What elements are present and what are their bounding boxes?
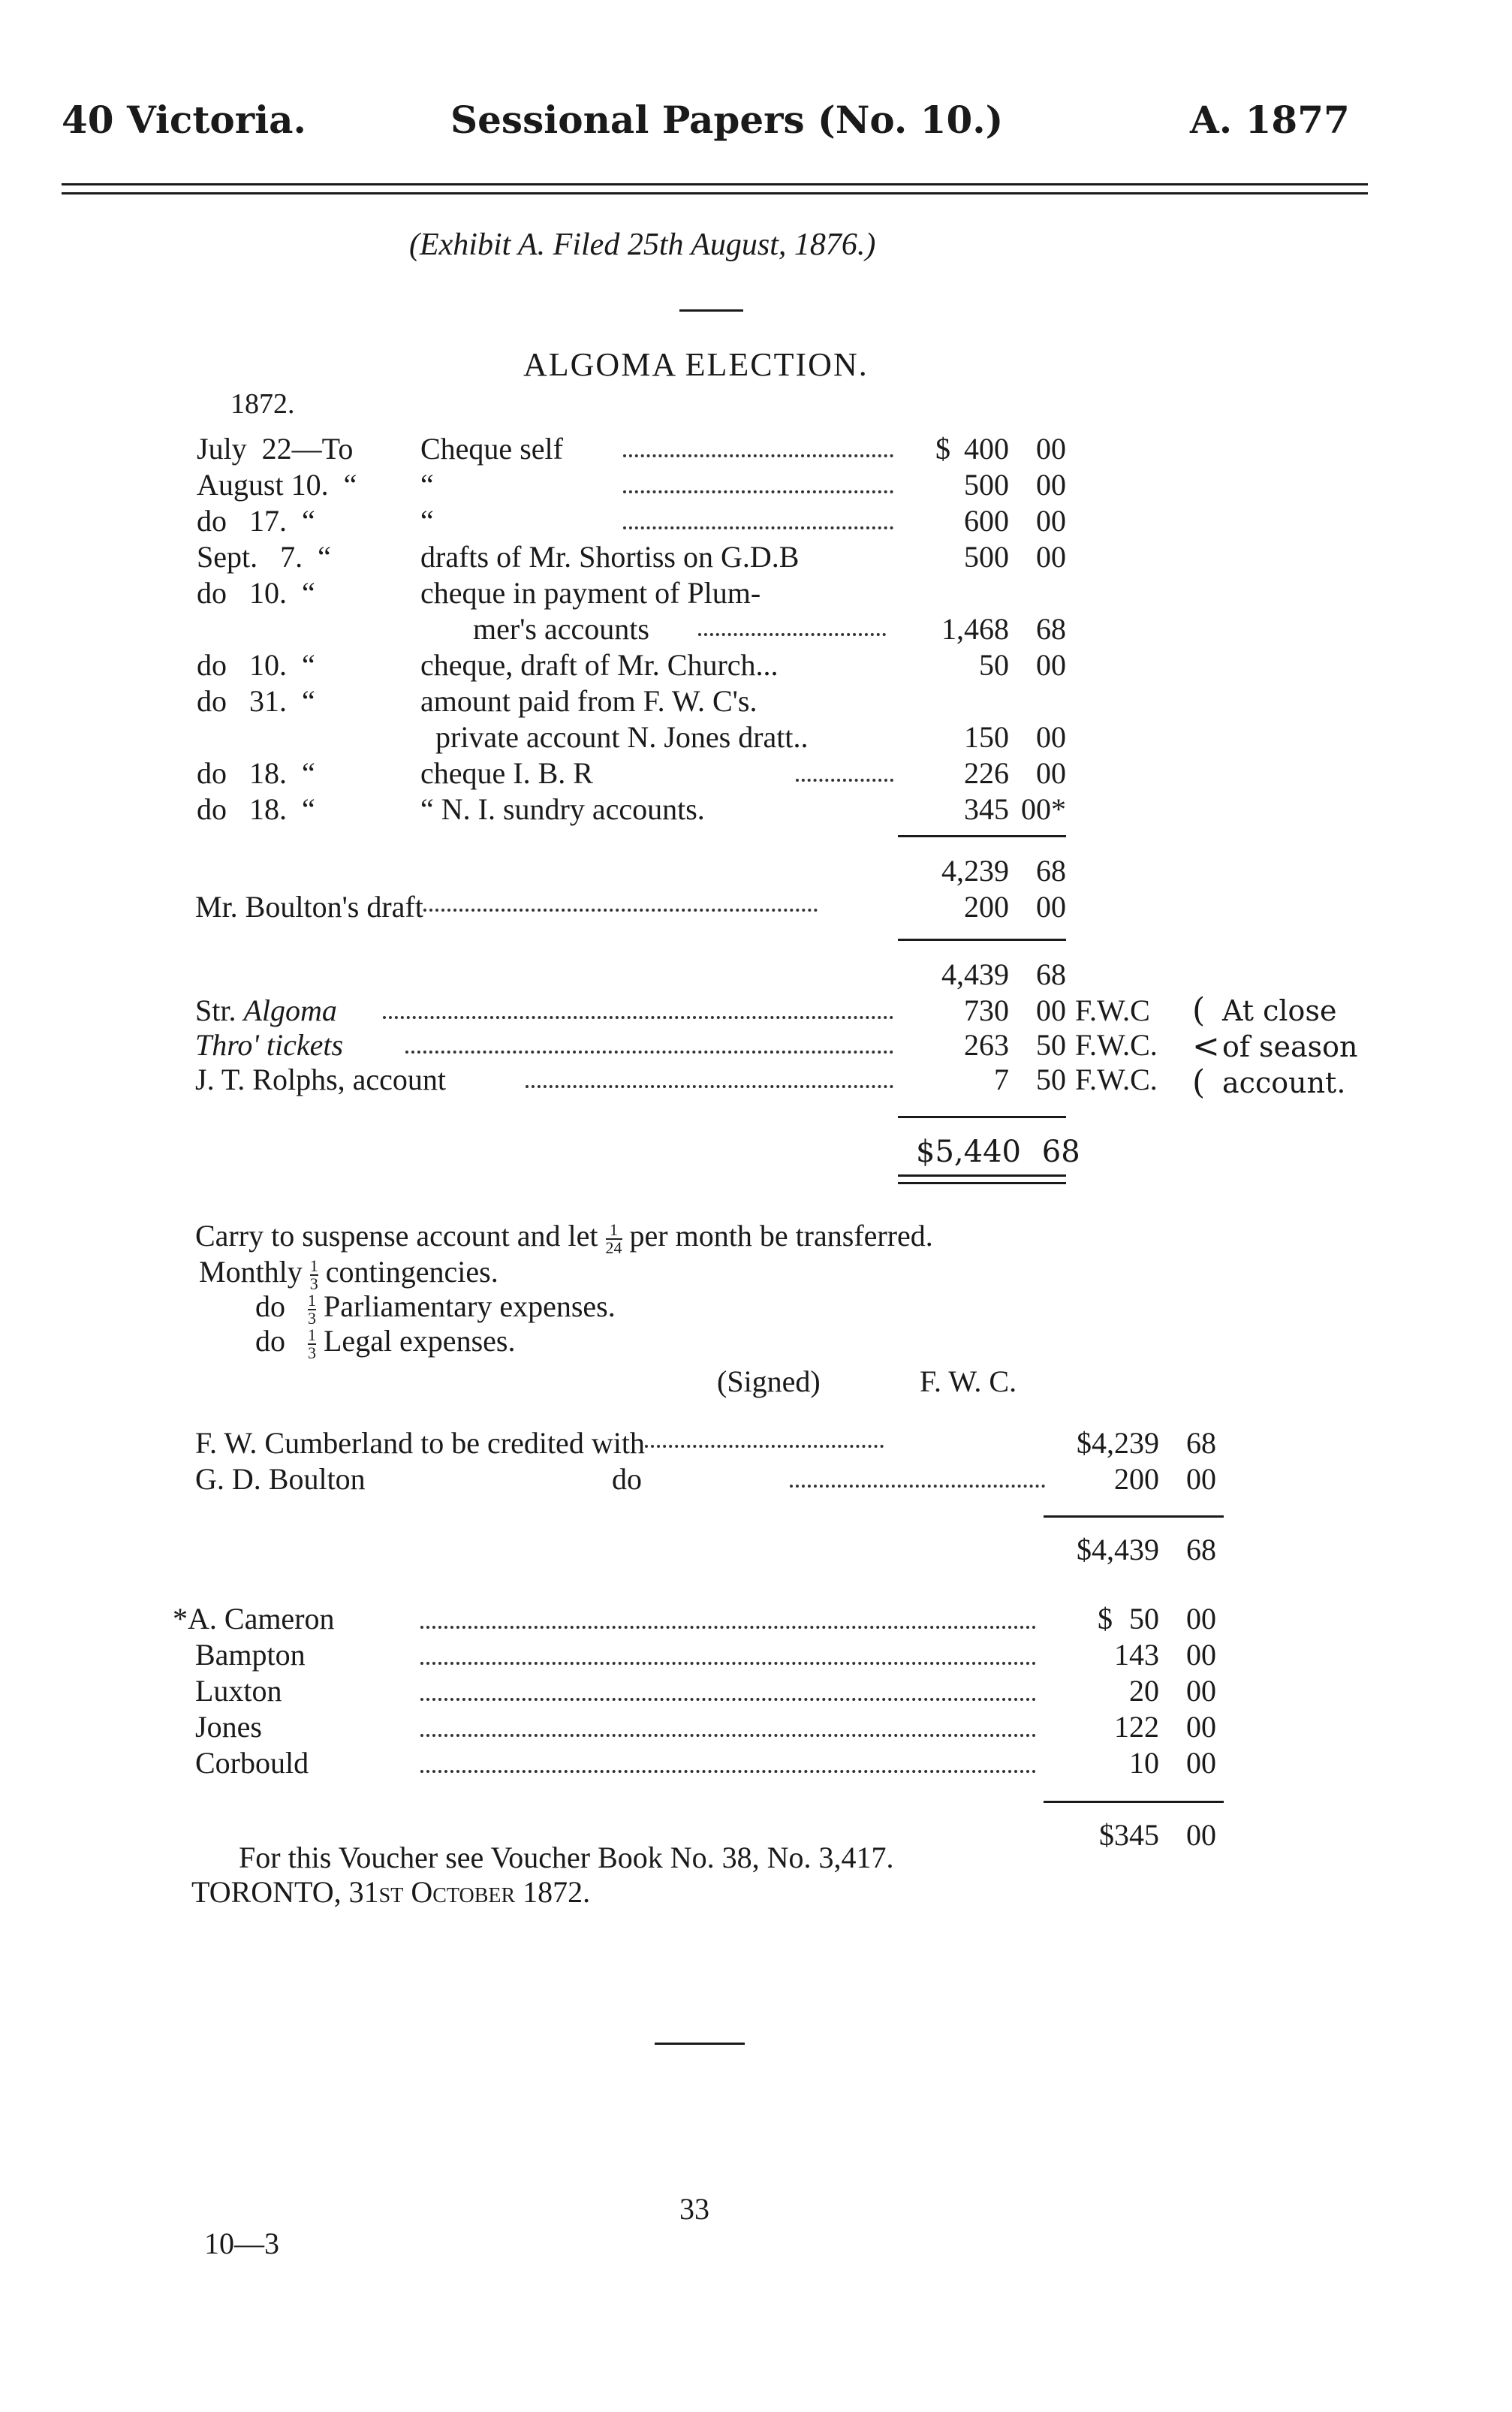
sundry-name: Luxton xyxy=(195,1674,282,1708)
sundry-rule xyxy=(1044,1801,1224,1803)
season-item-label xyxy=(195,1027,343,1063)
entry-amount xyxy=(916,431,1066,467)
signed-label: (Signed) xyxy=(717,1364,821,1398)
leader-dots xyxy=(526,1080,893,1093)
boulton-amount: 200 00 xyxy=(964,890,1066,924)
season-item-amount xyxy=(916,993,1066,1029)
sundry-name: Jones xyxy=(195,1710,262,1744)
entry-date: do 18. “ xyxy=(197,756,315,790)
credit-amount-2: 200 00 xyxy=(1114,1462,1216,1496)
entry-description: cheque, draft of Mr. Church... xyxy=(420,648,779,682)
sundry-cents: 00 xyxy=(1186,1710,1216,1744)
boulton-line: Mr. Boulton's draft xyxy=(195,889,818,925)
season-item-note: F.W.C. xyxy=(1075,1063,1158,1096)
entry-cents: 00 xyxy=(1036,756,1066,790)
signer: F. W. C. xyxy=(920,1364,1017,1398)
season-item-italic: Algoma xyxy=(243,993,337,1027)
entry-cents: 00* xyxy=(1021,792,1066,826)
leader-dots xyxy=(420,1657,1036,1670)
season-dollars: 730 xyxy=(964,993,1009,1027)
brace-glyph: ( < ( xyxy=(1192,991,1220,1102)
entry-date: Sept. 7. “ xyxy=(197,540,331,574)
entry-description: cheque in payment of Plum- xyxy=(420,576,761,610)
grand-total-amount: $5,440 68 xyxy=(916,1135,1080,1169)
entry-description-cont: mer's accounts xyxy=(473,612,649,646)
season-item-label xyxy=(195,993,337,1029)
entry-amount xyxy=(916,791,1066,828)
entry-dollars: 500 xyxy=(964,468,1009,502)
instruction-line-2: Monthly $\frac{1}{3}$ contingencies. xyxy=(199,1255,498,1293)
footer-divider xyxy=(655,2043,745,2045)
subtotal1-rule xyxy=(898,835,1066,837)
header-right: A. 1877 xyxy=(1190,98,1350,142)
dollar-sign: $ xyxy=(1098,1602,1113,1636)
divider-short xyxy=(679,309,743,312)
season-item-note: F.W.C. xyxy=(1075,1028,1158,1062)
entry-cents: 00 xyxy=(1036,648,1066,682)
leader-dots xyxy=(623,521,893,535)
season-dollars: 263 xyxy=(964,1028,1009,1062)
subtotal2-amount: 4,439 68 xyxy=(941,957,1066,991)
entry-description: “ xyxy=(420,468,434,502)
sundry-amount xyxy=(1066,1673,1216,1709)
subtotal1-amount: 4,239 68 xyxy=(941,854,1066,888)
sundry-name: Bampton xyxy=(195,1638,306,1672)
entry-date: August 10. “ xyxy=(197,468,357,502)
credit-row-2-dots xyxy=(790,1479,1045,1493)
leader-dots xyxy=(698,628,886,641)
sundry-dollars: 143 xyxy=(1114,1638,1159,1672)
credit-amount-1: $4,239 68 xyxy=(1077,1426,1216,1460)
leader-dots xyxy=(405,1045,893,1059)
entry-dollars: 400 xyxy=(964,432,1009,466)
exhibit-line: (Exhibit A. Filed 25th August, 1876.) xyxy=(409,228,876,262)
season-item-amount xyxy=(916,1027,1066,1063)
footer-left: 10—3 xyxy=(204,2227,279,2260)
entry-dollars: 1,468 xyxy=(941,612,1009,646)
sundry-amount xyxy=(1066,1745,1216,1781)
leader-dots xyxy=(420,1621,1036,1634)
season-item-note: F.W.C xyxy=(1075,993,1150,1027)
sundry-dollars: 122 xyxy=(1114,1710,1159,1744)
leader-dots xyxy=(383,1011,893,1024)
entry-dollars: 600 xyxy=(964,504,1009,538)
entry-amount xyxy=(916,503,1066,539)
entry-description: “ N. I. sundry accounts. xyxy=(420,792,705,826)
credit-row-1: F. W. Cumberland to be credited with xyxy=(195,1425,884,1461)
entry-cents: 00 xyxy=(1036,468,1066,502)
leader-dots xyxy=(623,485,893,499)
entry-cents: 00 xyxy=(1036,432,1066,466)
sundry-total: $345 00 xyxy=(1099,1818,1216,1852)
credits-total: $4,439 68 xyxy=(1077,1533,1216,1566)
sundry-dollars: 20 xyxy=(1129,1674,1159,1708)
sundry-amount xyxy=(1066,1601,1216,1637)
season-cents: 50 xyxy=(1036,1063,1066,1096)
season-item-label xyxy=(195,1062,446,1098)
season-item-text: Str. xyxy=(195,993,244,1027)
sundry-cents: 00 xyxy=(1186,1638,1216,1672)
leader-dots xyxy=(420,1693,1036,1706)
instruction-line-3: do $\frac{1}{3}$ Parliamentary expenses. xyxy=(255,1289,616,1328)
entry-dollars: 500 xyxy=(964,540,1009,574)
season-item-amount xyxy=(916,1062,1066,1098)
entry-description: amount paid from F. W. C's. xyxy=(420,684,758,718)
header-rule-bottom xyxy=(62,192,1368,194)
credit-row-2-do: do xyxy=(612,1462,642,1496)
season-cents: 00 xyxy=(1036,993,1066,1027)
entry-amount xyxy=(916,647,1066,683)
leader-dots xyxy=(420,1729,1036,1742)
entry-dollars: 226 xyxy=(964,756,1009,790)
entry-date: do 31. “ xyxy=(197,684,315,718)
header-rule-top xyxy=(62,183,1368,185)
entry-cents: 00 xyxy=(1036,504,1066,538)
entry-date: July 22—To xyxy=(197,432,354,466)
credits-rule xyxy=(1044,1515,1224,1518)
grand-total-rule xyxy=(898,1116,1066,1118)
instruction-line-4: do $\frac{1}{3}$ Legal expenses. xyxy=(255,1324,516,1362)
grand-total-double-rule-1 xyxy=(898,1174,1066,1177)
season-note: At close of season account. xyxy=(1222,994,1358,1099)
year-label: 1872. xyxy=(230,388,295,420)
dollar-sign: $ xyxy=(935,432,950,466)
entry-amount xyxy=(916,539,1066,575)
sundry-cents: 00 xyxy=(1186,1746,1216,1780)
entry-description: Cheque self xyxy=(420,432,563,466)
sundry-amount xyxy=(1066,1637,1216,1673)
sundry-name: Corbould xyxy=(195,1746,309,1780)
entry-amount xyxy=(916,467,1066,503)
entry-description: drafts of Mr. Shortiss on G.D.B xyxy=(420,540,800,574)
subtotal2-rule xyxy=(898,939,1066,941)
entry-dollars: 150 xyxy=(964,720,1009,754)
entry-date: do 17. “ xyxy=(197,504,315,538)
entry-description-cont: private account N. Jones dratt.. xyxy=(435,720,809,754)
sundry-cents: 00 xyxy=(1186,1602,1216,1636)
toronto-line: TORONTO, 31st October 1872. xyxy=(191,1875,591,1909)
document-title: ALGOMA ELECTION. xyxy=(523,346,869,383)
entry-cents: 00 xyxy=(1036,540,1066,574)
entry-description: cheque I. B. R xyxy=(420,756,593,790)
entry-cents: 68 xyxy=(1036,612,1066,646)
entry-date: do 10. “ xyxy=(197,576,315,610)
entry-dollars: 345 xyxy=(964,792,1009,826)
voucher-line: For this Voucher see Voucher Book No. 38, No. 3,417. xyxy=(239,1841,894,1874)
grand-total-double-rule-2 xyxy=(898,1182,1066,1184)
instruction-line-1: Carry to suspense account and let $\frac{1}{24}$ per month be transferred. xyxy=(195,1219,933,1257)
season-cents: 50 xyxy=(1036,1028,1066,1062)
leader-dots xyxy=(420,1765,1036,1778)
sundry-dollars: 10 xyxy=(1129,1746,1159,1780)
leader-dots xyxy=(796,773,893,787)
sundry-amount xyxy=(1066,1709,1216,1745)
header-left: 40 Victoria. xyxy=(62,98,306,142)
sundry-cents: 00 xyxy=(1186,1674,1216,1708)
entry-date: do 10. “ xyxy=(197,648,315,682)
season-item-italic: Thro' tickets xyxy=(195,1028,344,1062)
entry-amount xyxy=(916,611,1066,647)
sundry-name: *A. Cameron xyxy=(173,1602,335,1636)
entry-description: “ xyxy=(420,504,434,538)
header-center: Sessional Papers (No. 10.) xyxy=(450,98,1004,142)
entry-cents: 00 xyxy=(1036,720,1066,754)
entry-amount xyxy=(916,719,1066,755)
page-number: 33 xyxy=(679,2192,709,2226)
season-item-text: J. T. Rolphs, account xyxy=(195,1063,447,1096)
entry-date: do 18. “ xyxy=(197,792,315,826)
leader-dots xyxy=(623,449,893,463)
sundry-dollars: 50 xyxy=(1129,1602,1159,1636)
entry-amount xyxy=(916,755,1066,791)
season-dollars: 7 xyxy=(994,1063,1009,1096)
entry-dollars: 50 xyxy=(979,648,1009,682)
credit-row-2: G. D. Boulton xyxy=(195,1462,366,1496)
